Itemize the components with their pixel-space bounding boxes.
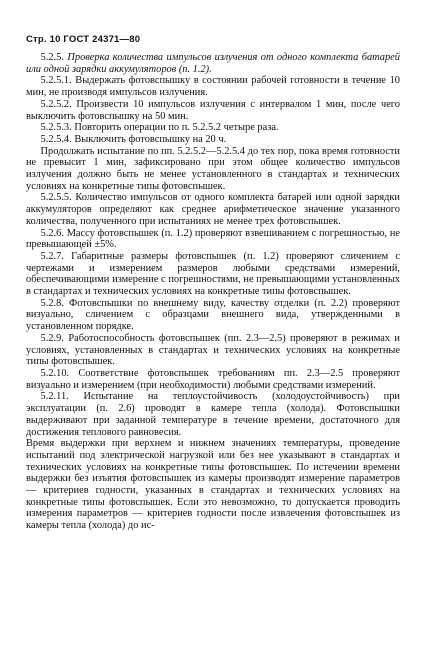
- paragraph: [26, 438, 400, 532]
- clause-text: Фотовспышки по внешнему виду, качеству отделки (п. 2.2) проверяют визуально, сличением с образцами внешнего вида, утвержденными в установленном порядке.: [26, 297, 400, 333]
- clause-number: 5.2.8.: [40, 297, 64, 309]
- clause-text: Произвести 10 импульсов излучения с интервалом 1 мин, после чего выключить фотовспышку на 50 мин.: [26, 98, 400, 122]
- paragraph: [26, 146, 400, 193]
- clause-text: Испытание на теплоустойчивость (холодоустойчивость) при эксплуатации (п. 2.6) проводят в камере тепла (холода). Фотовспышки выдерживают при заданной температуре в течение времени, достаточного для достижения теплового равновесия.: [26, 391, 400, 438]
- clause-text: Работоспособность фотовспышек (пп. 2.3—2.5) проверяют в режимах и условиях, установленных в стандартах и технических условиях на конкретные типы фотовспышек.: [26, 332, 400, 368]
- paragraph: [26, 333, 400, 368]
- paragraph: [26, 228, 400, 251]
- paragraph: [26, 134, 400, 146]
- clause-number: 5.2.5.2.: [40, 98, 72, 110]
- paragraph: [26, 75, 400, 98]
- clause-number: 5.2.7.: [40, 250, 64, 262]
- clause-text: Соответствие фотовспышек требованиям пп. 2.3—2.5 проверяют визуально и измерением (при необходимости) любыми средствами измерений.: [26, 367, 400, 391]
- clause-text: Габаритные размеры фотовспышек (п. 1.2) проверяют сличением с чертежами и измерением размеров любыми средствами измерений, обеспечивающими измерение с погрешностями, не превышающими установленных в стандартах и технических условиях на конкретные типы фотовспышек.: [26, 250, 400, 298]
- clause-number: 5.2.5.1.: [40, 75, 72, 87]
- paragraph: [26, 192, 400, 227]
- clause-number: 5.2.10.: [40, 367, 70, 379]
- clause-number: 5.2.5.3.: [40, 122, 72, 134]
- clause-number: 5.2.9.: [40, 332, 64, 344]
- clause-text: Повторить операции по п. 5.2.5.2 четыре раза.: [74, 122, 279, 134]
- clause-text: Выключить фотовспышку на 20 ч.: [74, 133, 227, 145]
- clause-text: Время выдержки при верхнем и нижнем значениях температуры, проведение испытаний под электрической нагрузкой или без нее указывают в стандартах и технических условиях на конкретные типы фотовспышек. По истечении времени выдержки без изъятия фотовспышек из камеры производят измерение параметров — критериев годности, указанных в стандартах и технических условиях на конкретные типы фотовспышек. Если это невозможно, то допускается проводить измерения параметров — критериев годности после извлечения фотовспышек из камеры тепла (холода) до ис-: [26, 438, 400, 532]
- page-header: Стр. 10 ГОСТ 24371—80: [26, 34, 141, 45]
- clause-text: Проверка количества импульсов излучения от одного комплекта батарей или одной зарядки аккумуляторов (п. 1.2).: [26, 52, 400, 75]
- clause-number: 5.2.11.: [40, 391, 69, 403]
- paragraph: [26, 99, 400, 122]
- clause-text: Выдержать фотовспышку в состоянии рабочей готовности в течение 10 мин, не производя импульсов излучения.: [26, 75, 400, 99]
- paragraph: [26, 251, 400, 298]
- paragraph: [26, 391, 400, 438]
- clause-text: Количество импульсов от одного комплекта батарей или одной зарядки аккумуляторов определяют как среднее арифметическое значение указанного количества, полученного при испытаниях не менее трех фотовспышек.: [26, 192, 400, 227]
- paragraph: [26, 298, 400, 333]
- clause-number: 5.2.5.: [40, 52, 64, 63]
- clause-number: 5.2.6.: [40, 227, 64, 239]
- clause-number: 5.2.5.5.: [40, 192, 72, 204]
- paragraph: [26, 368, 400, 391]
- clause-text: Продолжать испытание по пп. 5.2.5.2—5.2.5.4 до тех пор, пока время готовности не превысит 1 мин, зафиксировано при этом общее количество импульсов излучения должно быть не менее установленного в стандартах и технических условиях на конкретные типы фотовспышек.: [26, 145, 400, 192]
- paragraph: [26, 122, 400, 134]
- paragraph: [26, 52, 400, 75]
- clause-text: Массу фотовспышек (п. 1.2) проверяют взвешиванием с погрешностью, не превышающей ±5%.: [26, 227, 400, 251]
- document-body: [26, 52, 400, 532]
- clause-number: 5.2.5.4.: [40, 133, 72, 145]
